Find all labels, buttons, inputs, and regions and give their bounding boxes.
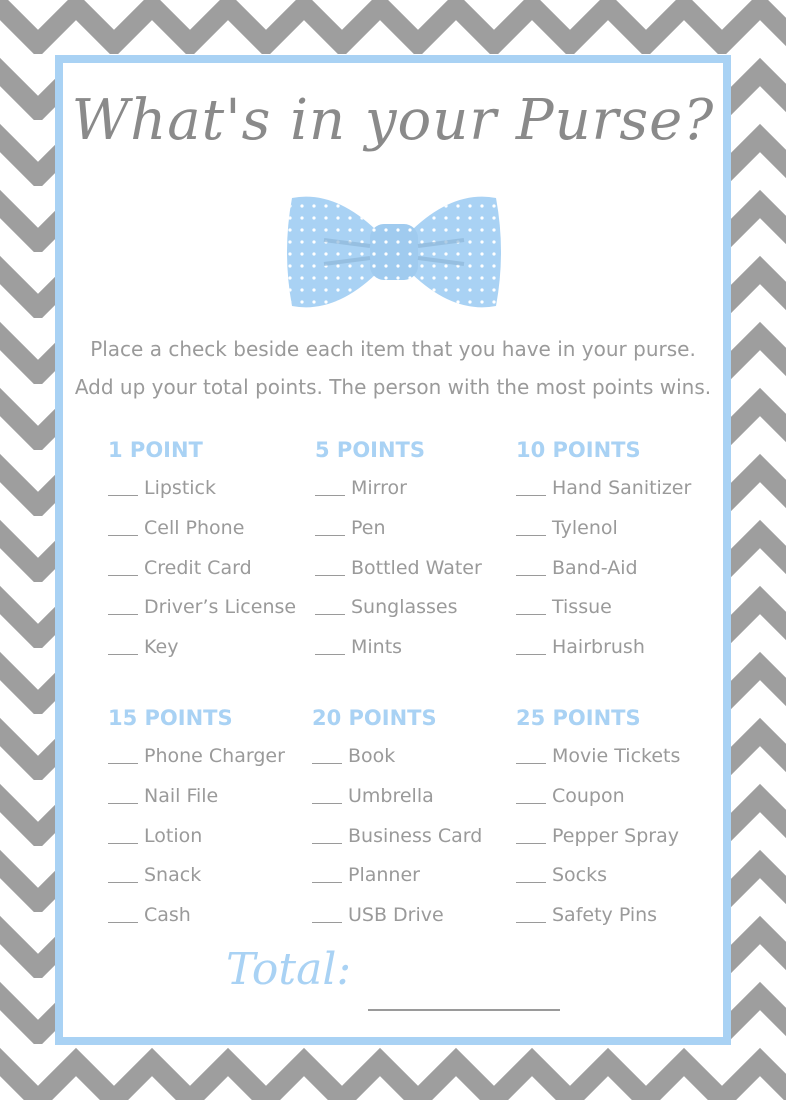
item-label: Band-Aid (552, 556, 638, 579)
item-label: Hand Sanitizer (552, 477, 692, 499)
points-group (108, 436, 318, 675)
check-blank[interactable] (312, 763, 342, 764)
item-label: Tissue (552, 596, 612, 619)
item-label: Nail File (144, 784, 219, 807)
checklist-item (108, 784, 318, 824)
checklist-item (315, 516, 525, 556)
check-blank[interactable] (108, 495, 138, 496)
checklist-item (312, 863, 522, 903)
points-group (516, 436, 726, 675)
item-label: Safety Pins (552, 904, 658, 927)
check-blank[interactable] (108, 614, 138, 615)
checklist-item (516, 784, 726, 824)
page-title: What's in your Purse? (71, 88, 715, 153)
total-blank-line[interactable] (368, 1009, 560, 1011)
checklist-item (108, 595, 318, 635)
check-blank[interactable] (108, 843, 138, 844)
checklist-item (516, 863, 726, 903)
instruction-line-2: Add up your total points. The person with the most points wins. (74, 375, 712, 399)
points-heading: 10 POINTS (516, 438, 641, 462)
check-blank[interactable] (312, 803, 342, 804)
checklist-item (108, 635, 318, 675)
item-label: Bottled Water (351, 556, 482, 579)
item-label: Lotion (144, 824, 203, 847)
check-blank[interactable] (516, 495, 546, 496)
check-blank[interactable] (516, 843, 546, 844)
points-heading: 1 POINT (108, 438, 203, 462)
checklist-item (315, 476, 525, 516)
check-blank[interactable] (315, 495, 345, 496)
check-blank[interactable] (516, 882, 546, 883)
checklist-item (516, 595, 726, 635)
item-label: Book (348, 745, 396, 767)
checklist-item (315, 635, 525, 675)
item-label: USB Drive (348, 904, 444, 927)
checklist-item (108, 863, 318, 903)
checklist-item (108, 556, 318, 596)
item-label: Business Card (348, 824, 483, 847)
checklist-item (108, 476, 318, 516)
check-blank[interactable] (516, 614, 546, 615)
check-blank[interactable] (108, 575, 138, 576)
checklist-item (312, 903, 522, 943)
item-label: Socks (552, 864, 608, 887)
item-label: Mints (351, 636, 403, 659)
check-blank[interactable] (516, 654, 546, 655)
item-label: Snack (144, 864, 202, 887)
checklist-item (315, 595, 525, 635)
check-blank[interactable] (108, 763, 138, 764)
check-blank[interactable] (516, 922, 546, 923)
check-blank[interactable] (516, 803, 546, 804)
item-label: Sunglasses (351, 596, 458, 619)
checklist-item (312, 824, 522, 864)
points-group (315, 436, 525, 675)
item-label: Phone Charger (144, 745, 285, 767)
check-blank[interactable] (315, 614, 345, 615)
item-label: Lipstick (144, 477, 217, 499)
checklist-item (108, 516, 318, 556)
check-blank[interactable] (108, 803, 138, 804)
points-group (108, 704, 318, 943)
check-blank[interactable] (108, 882, 138, 883)
checklist-item (312, 784, 522, 824)
check-blank[interactable] (108, 654, 138, 655)
check-blank[interactable] (516, 575, 546, 576)
checklist-item (315, 556, 525, 596)
item-label: Hairbrush (552, 636, 645, 659)
points-heading: 15 POINTS (108, 706, 233, 730)
check-blank[interactable] (516, 535, 546, 536)
bow-tie-icon (284, 188, 504, 316)
points-heading: 20 POINTS (312, 706, 437, 730)
check-blank[interactable] (315, 575, 345, 576)
item-label: Movie Tickets (552, 745, 681, 767)
item-label: Pen (351, 516, 386, 539)
checklist-item (516, 516, 726, 556)
points-heading: 5 POINTS (315, 438, 426, 462)
item-label: Pepper Spray (552, 824, 679, 847)
check-blank[interactable] (315, 535, 345, 536)
item-label: Cell Phone (144, 516, 245, 539)
checklist-item (516, 903, 726, 943)
total-label: Total: (226, 944, 352, 995)
checklist-item (516, 556, 726, 596)
item-label: Key (144, 636, 179, 659)
instruction-line-1: Place a check beside each item that you have in your purse. (90, 337, 696, 361)
check-blank[interactable] (516, 763, 546, 764)
check-blank[interactable] (312, 843, 342, 844)
check-blank[interactable] (108, 535, 138, 536)
check-blank[interactable] (312, 922, 342, 923)
checklist-item (108, 824, 318, 864)
item-label: Umbrella (348, 784, 434, 807)
item-label: Credit Card (144, 556, 252, 579)
points-group (516, 704, 726, 943)
checklist-item (516, 824, 726, 864)
checklist-item (108, 903, 318, 943)
item-label: Tylenol (552, 516, 618, 539)
points-heading: 25 POINTS (516, 706, 641, 730)
item-label: Cash (144, 904, 191, 927)
checklist-item (516, 744, 726, 784)
check-blank[interactable] (108, 922, 138, 923)
item-label: Coupon (552, 784, 625, 807)
item-label: Driver’s License (144, 596, 297, 619)
points-group (312, 704, 522, 943)
checklist-item (312, 744, 522, 784)
item-label: Mirror (351, 477, 407, 499)
checklist-item (516, 635, 726, 675)
item-label: Planner (348, 864, 420, 887)
check-blank[interactable] (312, 882, 342, 883)
checklist-item (516, 476, 726, 516)
checklist-item (108, 744, 318, 784)
check-blank[interactable] (315, 654, 345, 655)
